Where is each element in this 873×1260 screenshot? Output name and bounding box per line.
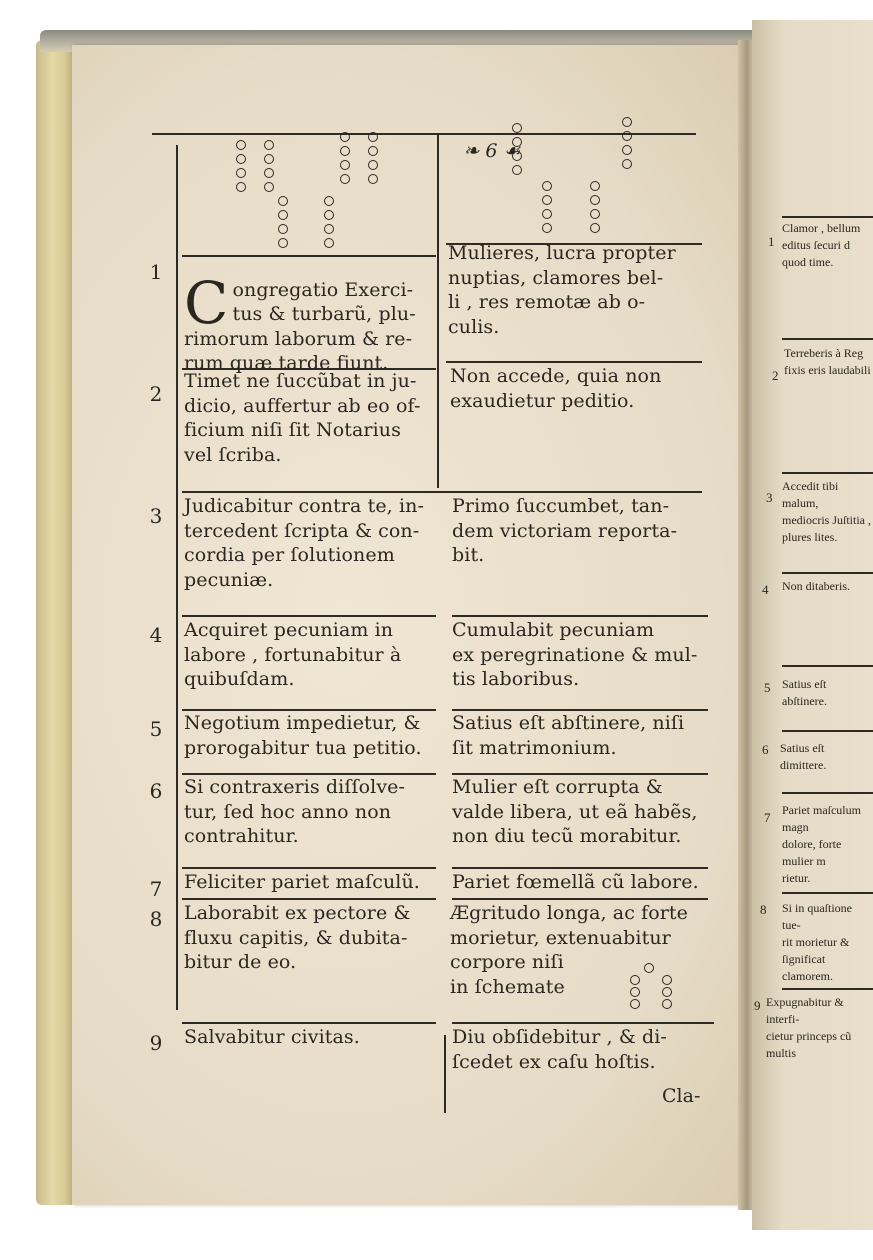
geomantic-figure-pair-left bbox=[232, 140, 422, 250]
row-rule bbox=[182, 615, 436, 617]
row-number: 3 bbox=[149, 504, 163, 528]
row-rule bbox=[446, 361, 702, 363]
facing-cell: Non ditaberis. bbox=[782, 579, 850, 593]
row-number: 6 bbox=[149, 779, 163, 803]
facing-row-number: 7 bbox=[764, 810, 771, 825]
book-spine-edge bbox=[36, 40, 76, 1205]
row-rule bbox=[452, 491, 702, 493]
row-number: 1 bbox=[149, 260, 163, 284]
facing-rule bbox=[782, 730, 873, 732]
facing-cell: Satius eſt dimittere. bbox=[780, 741, 827, 772]
facing-cell: Si in quaſtione tue- rit morietur & ſignificat clamorem. bbox=[782, 901, 852, 983]
page-number-text: 6 bbox=[485, 140, 498, 162]
right-cell: Primo ſuccumbet, tan- dem victoriam reporta- bit. bbox=[452, 495, 678, 566]
facing-row-number: 6 bbox=[762, 742, 769, 757]
inline-geomantic-figure bbox=[628, 963, 678, 1023]
right-cell: Satius eſt abſtinere, niſi ſit matrimonium. bbox=[452, 712, 685, 759]
facing-rule bbox=[782, 572, 873, 574]
left-cell: Laborabit ex pectore & fluxu capitis, & dubita- bitur de eo. bbox=[184, 902, 411, 973]
right-cell: Ægritudo longa, ac forte morietur, extenuabitur corpore niſi in ſchemate bbox=[450, 902, 689, 998]
facing-row-number: 1 bbox=[768, 234, 775, 249]
facing-page-fragment bbox=[752, 20, 873, 1230]
row-rule bbox=[182, 491, 466, 493]
row-rule bbox=[182, 1022, 436, 1024]
fleuron-left-icon: ❧ bbox=[463, 140, 486, 162]
left-cell: Feliciter pariet maſculũ. bbox=[184, 871, 420, 893]
row-number: 4 bbox=[149, 623, 163, 647]
left-cell: Timet ne ſuccũbat in ju- dicio, auffertur ab eo of- ficium niſi ſit Notarius vel ſcriba. bbox=[184, 370, 421, 466]
facing-row-number: 9 bbox=[754, 998, 761, 1013]
drop-cap: C bbox=[184, 268, 229, 337]
column-rule-left-lower bbox=[176, 620, 178, 1010]
right-cell: Cumulabit pecuniam ex peregrinatione & mul- tis laboribus. bbox=[452, 619, 698, 690]
row-number: 2 bbox=[149, 382, 163, 406]
facing-rule bbox=[782, 216, 873, 218]
facing-row-number: 3 bbox=[766, 490, 773, 505]
left-page bbox=[72, 45, 748, 1205]
row-rule bbox=[182, 867, 436, 869]
row-number: 9 bbox=[149, 1031, 163, 1055]
facing-cell: Pariet maſculum magn dolore, forte mulier m rietur. bbox=[782, 803, 861, 885]
facing-row-number: 4 bbox=[762, 582, 769, 597]
facing-row-number: 2 bbox=[772, 368, 779, 383]
facing-rule bbox=[782, 665, 873, 667]
left-cell: Acquiret pecuniam in labore , fortunabitur à quibuſdam. bbox=[184, 619, 402, 690]
left-cell: Si contraxeris diſſolve- tur, ſed hoc anno non contrahitur. bbox=[184, 776, 406, 847]
right-cell: Mulier eſt corrupta & valde libera, ut eã habẽs, non diu tecũ morabitur. bbox=[452, 776, 698, 847]
row-number: 5 bbox=[149, 717, 163, 741]
row-rule bbox=[182, 898, 436, 900]
facing-rule bbox=[782, 338, 873, 340]
row-rule bbox=[452, 898, 708, 900]
fleuron-right-icon: ☙ bbox=[503, 140, 521, 162]
row-number: 7 bbox=[149, 877, 163, 901]
left-cell-text: ongregatio Exerci- tus & turbarũ, plu- rimorum laborum & re- rum quæ tarde fiunt. bbox=[184, 278, 416, 374]
facing-cell: Accedit tibi malum, mediocris Juſtitia , plures lites. bbox=[782, 479, 871, 544]
right-cell: Mulieres, lucra propter nuptias, clamores bel- li , res remotæ ab o- culis. bbox=[448, 242, 676, 338]
left-cell: Salvabitur civitas. bbox=[184, 1026, 360, 1048]
facing-cell: Terreberis à Reg fixis eris laudabili bbox=[784, 346, 871, 377]
row-number: 8 bbox=[149, 907, 163, 931]
facing-rule bbox=[782, 472, 873, 474]
left-cell: Negotium impedietur, & prorogabitur tua petitio. bbox=[184, 712, 422, 759]
facing-rule bbox=[782, 892, 873, 894]
facing-rule bbox=[782, 988, 873, 990]
facing-row-number: 8 bbox=[760, 902, 767, 917]
left-cell: Judicabitur contra te, in- tercedent ſcripta & con- cordia per ſolutionem pecuniæ. bbox=[184, 495, 424, 591]
facing-cell: Clamor , bellum editus ſecuri d quod time. bbox=[782, 221, 861, 269]
column-rule-left bbox=[176, 145, 178, 693]
row-rule bbox=[452, 867, 708, 869]
right-cell: Pariet fœmellã cũ labore. bbox=[452, 871, 699, 893]
facing-cell: Satius eſt abſtinere. bbox=[782, 677, 827, 708]
geomantic-figure-pair-right bbox=[512, 123, 702, 243]
facing-row-number: 5 bbox=[764, 680, 771, 695]
column-rule-middle-lower bbox=[444, 1035, 446, 1113]
left-cell bbox=[184, 253, 434, 376]
row-rule bbox=[452, 615, 708, 617]
facing-rule bbox=[782, 792, 873, 794]
catchword: Cla- bbox=[662, 1085, 701, 1107]
right-cell: Diu obſidebitur , & di- ſcedet ex caſu hoſtis. bbox=[452, 1026, 667, 1073]
facing-cell: Expugnabitur & interfi- cietur princeps cũ multis bbox=[766, 995, 852, 1060]
right-cell: Non accede, quia non exaudietur peditio. bbox=[450, 365, 662, 412]
